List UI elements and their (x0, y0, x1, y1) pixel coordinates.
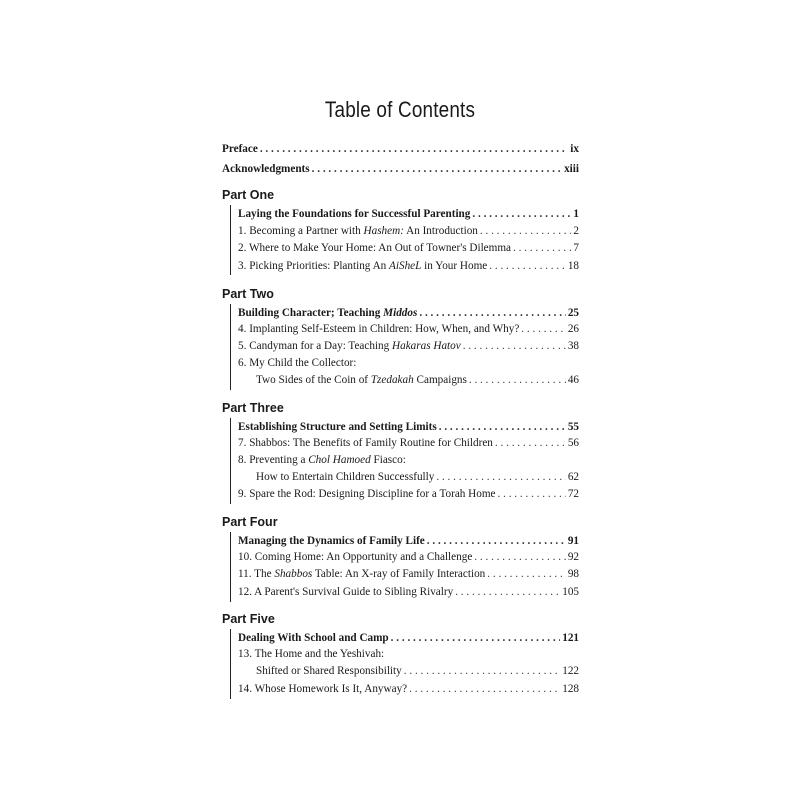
entry-label: 1. Becoming a Partner with Hashem: An Introduction (238, 225, 478, 237)
dot-leader (474, 549, 566, 565)
toc-body (222, 0, 579, 800)
chapter-entry[interactable] (238, 681, 579, 697)
entry-label: Laying the Foundations for Successful Parenting (238, 208, 471, 220)
entry-label: 3. Picking Priorities: Planting An AiSheL in Your Home (238, 260, 488, 272)
chapter-entry[interactable] (238, 549, 579, 565)
chapter-title-line: 13. The Home and the Yeshivah: (238, 648, 385, 660)
part-divider-line (230, 304, 231, 390)
entry-page: 128 (562, 683, 579, 695)
entry-page: xiii (564, 163, 579, 175)
dot-leader (419, 305, 565, 321)
entry-label: Building Character; Teaching Middos (238, 307, 418, 319)
entry-label: 4. Implanting Self-Esteem in Children: How, When, and Why? (238, 323, 520, 335)
entry-page: ix (570, 143, 579, 155)
part-divider-line (230, 205, 231, 275)
entry-page: 98 (567, 568, 579, 580)
toc-entry-acknowledgments[interactable] (222, 161, 579, 177)
chapter-entry[interactable] (256, 663, 579, 679)
chapter-entry[interactable] (238, 435, 579, 451)
dot-leader (409, 681, 560, 697)
entry-label: Establishing Structure and Setting Limits (238, 421, 437, 433)
entry-label: Managing the Dynamics of Family Life (238, 535, 425, 547)
entry-page: 92 (567, 551, 579, 563)
dot-leader (495, 435, 566, 451)
part-heading: Part Two (222, 287, 274, 301)
part-divider-line (230, 629, 231, 699)
dot-leader (513, 240, 571, 256)
part-section-entry[interactable] (238, 630, 579, 646)
entry-page: 72 (567, 488, 579, 500)
part-heading: Part Three (222, 401, 284, 415)
dot-leader (469, 372, 566, 388)
entry-page: 26 (567, 323, 579, 335)
entry-label: How to Entertain Children Successfully (256, 471, 435, 483)
chapter-entry[interactable] (238, 486, 579, 502)
dot-leader (498, 486, 566, 502)
dot-leader (436, 469, 565, 485)
dot-leader (312, 161, 562, 177)
entry-page: 1 (573, 208, 579, 220)
dot-leader (472, 206, 571, 222)
dot-leader (521, 321, 566, 337)
part-section-entry[interactable] (238, 419, 579, 435)
part-divider-line (230, 532, 231, 602)
part-section-entry[interactable] (238, 305, 579, 321)
dot-leader (427, 533, 566, 549)
dot-leader (480, 223, 572, 239)
entry-label: 10. Coming Home: An Opportunity and a Challenge (238, 551, 473, 563)
entry-label: Acknowledgments (222, 163, 310, 175)
entry-page: 25 (567, 307, 579, 319)
entry-label: Preface (222, 143, 258, 155)
entry-page: 2 (573, 225, 579, 237)
entry-page: 38 (567, 340, 579, 352)
entry-page: 7 (573, 242, 579, 254)
entry-page: 55 (567, 421, 579, 433)
chapter-entry[interactable] (238, 584, 579, 600)
entry-label: 5. Candyman for a Day: Teaching Hakaras Hatov (238, 340, 461, 352)
part-section-entry[interactable] (238, 533, 579, 549)
entry-label: Shifted or Shared Responsibility (256, 665, 402, 677)
entry-label: 12. A Parent's Survival Guide to Sibling Rivalry (238, 586, 454, 598)
dot-leader (463, 338, 566, 354)
entry-page: 105 (562, 586, 579, 598)
entry-label: 9. Spare the Rod: Designing Discipline for a Torah Home (238, 488, 496, 500)
entry-label: Two Sides of the Coin of Tzedakah Campaigns (256, 374, 467, 386)
part-heading: Part One (222, 188, 275, 202)
chapter-entry[interactable] (256, 372, 579, 388)
chapter-entry[interactable] (256, 469, 579, 485)
entry-label: 11. The Shabbos Table: An X-ray of Family Interaction (238, 568, 486, 580)
part-heading: Part Five (222, 612, 275, 626)
part-divider-line (230, 418, 231, 504)
entry-label: 2. Where to Make Your Home: An Out of Towner's Dilemma (238, 242, 512, 254)
dot-leader (487, 566, 566, 582)
entry-page: 122 (562, 665, 579, 677)
part-heading: Part Four (222, 515, 278, 529)
chapter-entry[interactable] (238, 566, 579, 582)
page-title: Table of Contents (324, 97, 476, 122)
dot-leader (404, 663, 560, 679)
chapter-entry[interactable] (238, 223, 579, 239)
chapter-entry[interactable] (238, 258, 579, 274)
dot-leader (260, 141, 568, 157)
chapter-entry[interactable] (238, 240, 579, 256)
dot-leader (455, 584, 560, 600)
chapter-title-line: 8. Preventing a Chol Hamoed Fiasco: (238, 454, 406, 466)
dot-leader (391, 630, 561, 646)
dot-leader (489, 258, 566, 274)
entry-page: 56 (567, 437, 579, 449)
dot-leader (439, 419, 566, 435)
entry-label: Dealing With School and Camp (238, 632, 389, 644)
entry-page: 121 (562, 632, 579, 644)
part-section-entry[interactable] (238, 206, 579, 222)
chapter-title-line: 6. My Child the Collector: (238, 357, 357, 369)
entry-page: 46 (567, 374, 579, 386)
entry-label: 14. Whose Homework Is It, Anyway? (238, 683, 408, 695)
chapter-entry[interactable] (238, 321, 579, 337)
entry-page: 18 (567, 260, 579, 272)
toc-entry-preface[interactable] (222, 141, 579, 157)
chapter-entry[interactable] (238, 338, 579, 354)
entry-page: 62 (567, 471, 579, 483)
entry-label: 7. Shabbos: The Benefits of Family Routine for Children (238, 437, 493, 449)
entry-page: 91 (567, 535, 579, 547)
